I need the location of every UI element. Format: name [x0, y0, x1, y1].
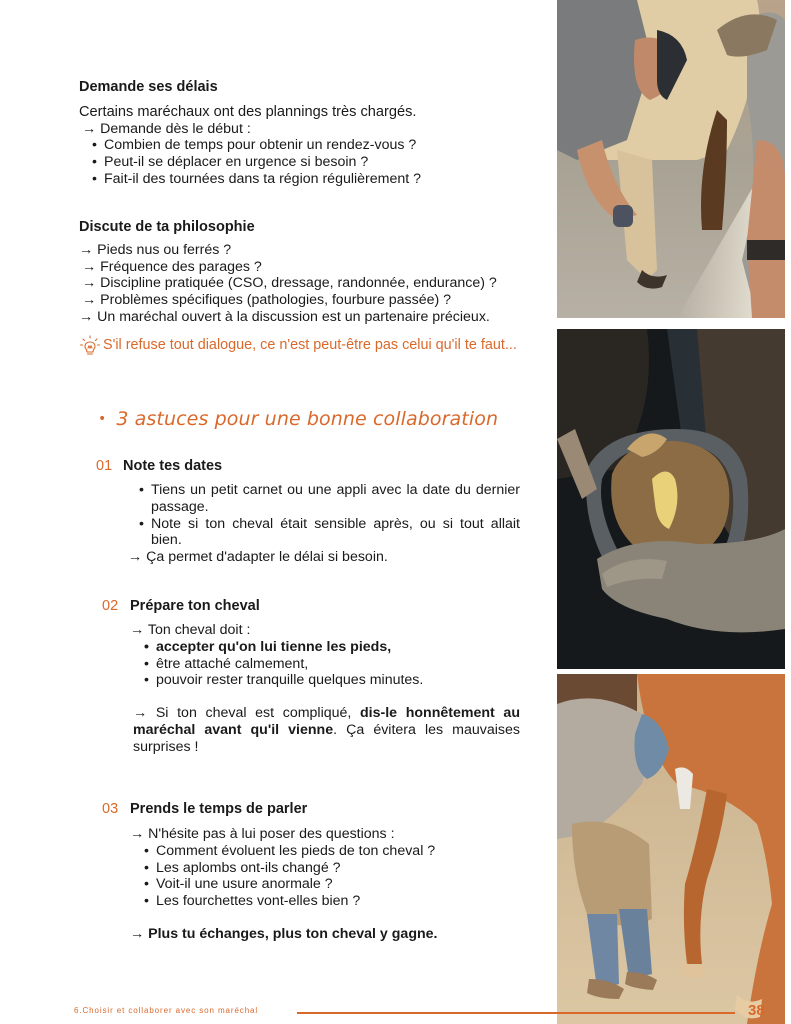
tip-text: S'il refuse tout dialogue, ce n'est peut-être pas celui qu'il te faut...	[103, 337, 517, 353]
list-item: • Comment évoluent les pieds de ton cheval ?	[139, 843, 530, 860]
astuce-title: Prépare ton cheval	[130, 598, 260, 614]
lightbulb-icon	[79, 335, 101, 357]
astuce-02-bullets	[130, 639, 520, 689]
astuce-03-bullets	[130, 843, 530, 910]
astuce-02-lead: → Ton cheval doit :	[130, 622, 251, 638]
astuces-title: 3 astuces pour une bonne collaboration	[116, 408, 499, 430]
list-item: • être attaché calmement,	[139, 656, 520, 673]
astuce-number: 03	[102, 801, 119, 817]
list-item: • Tiens un petit carnet ou une appli avec la date du dernier passage.	[134, 482, 520, 516]
astuce-03-conclusion	[130, 926, 530, 943]
astuce-01-body	[134, 482, 520, 549]
list-item: • Note si ton cheval était sensible après, ou si tout allait bien.	[134, 516, 520, 550]
list-item: • accepter qu'on lui tienne les pieds,	[139, 639, 520, 656]
photo-column	[557, 0, 785, 1024]
astuce-number: 01	[96, 458, 113, 474]
astuce-01-conclusion: → Ça permet d'adapter le délai si besoin.	[128, 549, 388, 565]
conclusion-arrow: →	[130, 925, 149, 942]
astuce-title: Prends le temps de parler	[130, 801, 308, 817]
conclusion-text: Plus tu échanges, plus ton cheval y gagne.	[148, 925, 438, 942]
list-item: • Voit-il une usure anormale ?	[139, 876, 530, 893]
section-delais-title: Demande ses délais	[79, 79, 218, 95]
warning-suffix: . Ça évitera les mauvaises surprises !	[133, 721, 520, 755]
astuce-01-bullets	[134, 482, 520, 549]
warning-prefix: → Si ton cheval est compliqué,	[133, 705, 360, 722]
list-item: • Les aplombs ont-ils changé ?	[139, 860, 530, 877]
section-delais-intro: Certains maréchaux ont des plannings très chargés.	[79, 103, 417, 120]
list-item: • pouvoir rester tranquille quelques minutes.	[139, 672, 520, 689]
philosophie-line: → Un maréchal ouvert à la discussion est un partenaire précieux.	[79, 308, 490, 325]
astuces-heading	[98, 408, 498, 430]
tip-callout	[79, 337, 529, 354]
list-item: • Fait-il des tournées dans ta région régulièrement ?	[87, 171, 529, 188]
photo-hoof-closeup	[557, 329, 785, 669]
astuce-title: Note tes dates	[123, 458, 223, 474]
photo-farrier-chestnut-horse	[557, 674, 785, 1024]
photo-farriers-pale-horse	[557, 0, 785, 318]
astuce-number: 02	[102, 598, 119, 614]
section-delais-lead: → Demande dès le début :	[82, 120, 251, 137]
list-item: • Combien de temps pour obtenir un rendez-vous ?	[87, 137, 529, 154]
warning-bold: dis-le honnêtement au maréchal avant qu'il vienne	[133, 705, 520, 738]
list-item: • Peut-il se déplacer en urgence si besoin ?	[87, 154, 529, 171]
philosophie-line: → Fréquence des parages ?	[82, 258, 262, 275]
philosophie-line: → Pieds nus ou ferrés ?	[79, 241, 232, 258]
philosophie-line: → Discipline pratiquée (CSO, dressage, randonnée, endurance) ?	[82, 275, 497, 292]
footer-divider	[297, 1012, 735, 1014]
section-philosophie	[79, 219, 529, 326]
section-philosophie-title: Discute de ta philosophie	[79, 219, 255, 235]
page-number: 38	[748, 1002, 765, 1019]
section-delais	[79, 79, 529, 188]
bullet-dot: •	[98, 411, 107, 427]
astuce-03-body	[130, 826, 530, 943]
astuce-02-body	[130, 622, 520, 756]
astuce-03-lead: → N'hésite pas à lui poser des questions :	[130, 826, 395, 842]
astuce-02-warning	[130, 705, 520, 755]
philosophie-line: → Problèmes spécifiques (pathologies, fourbure passée) ?	[82, 292, 452, 309]
list-item: • Les fourchettes vont-elles bien ?	[139, 893, 530, 910]
footer-chapter: 6.Choisir et collaborer avec son maréchal	[74, 1006, 259, 1015]
section-delais-bullets	[79, 137, 529, 187]
